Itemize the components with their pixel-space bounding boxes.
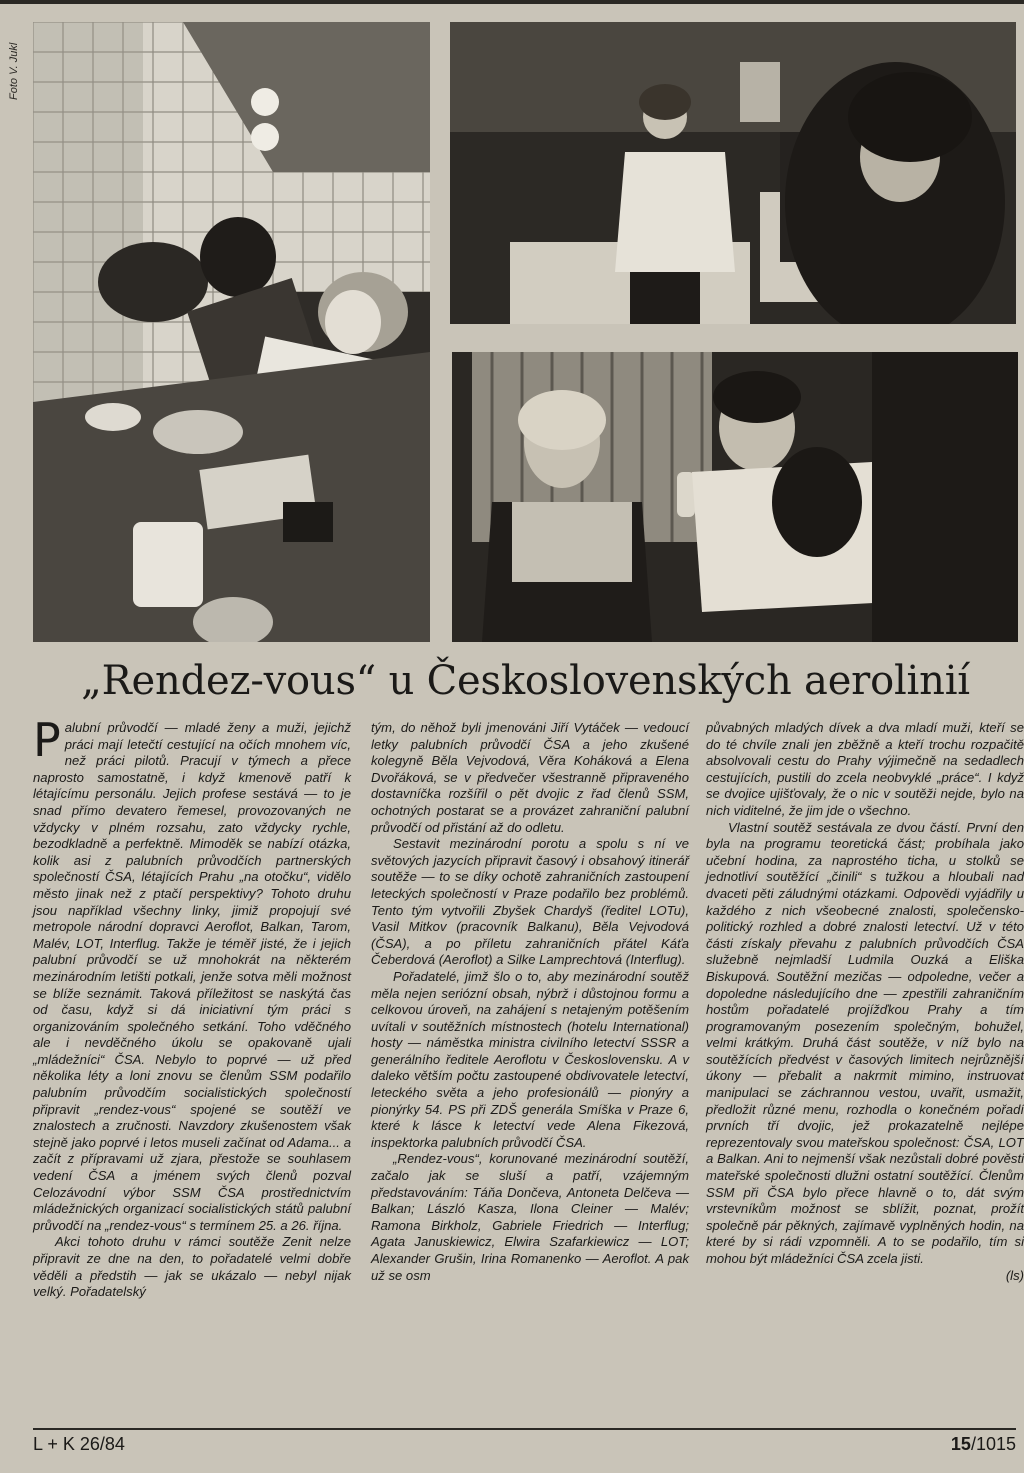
article-column-2: [371, 720, 689, 1284]
page-number: 15/1015: [950, 1434, 1016, 1454]
issue-label: L + K 26/84: [33, 1434, 125, 1454]
paragraph: půvabných mladých dívek a dva mladí muži, kteří se do té chvíle znali jen zběžně a kteří trochu rozpačitě absolvovali cestu do Prahy výjimečně na sedadlech cestujících, pustili do zcela neobvyklé „práce“. I když se dvojice ujišťovaly, že o nic v soutěži nejde, bylo na nich viditelné, že jim jde o všechno.: [706, 720, 1024, 818]
paragraph: Pořadatelé, jimž šlo o to, aby mezinárodní soutěž měla nejen seriózní obsah, nýbrž i důstojnou formu a celkovou úroveň, na zahájení s netajeným potěšením uvítali v soutěžních místnostech (hotelu International) hosty — náměstka ministra civilního letectví SSSR a generálního ředitele Aeroflotu v Československu. A v daleko větším počtu zastoupené obdivovatele letectví, leteckého světa a jeho profesionálů — pionýry a pionýrky 54. PS při ZDŠ generála Smíška v Praze 6, které k lásce k letectví vede Alena Fikezová, inspektorka palubních průvodčí ČSA.: [371, 968, 689, 1150]
paragraph: Akci tohoto druhu v rámci soutěže Zenit nelze připravit ze dne na den, to pořadatelé velmi dobře věděli a předstih — jak se ukázalo — nebyl nijak velký. Pořadatelský: [33, 1234, 351, 1300]
photo-life-vest: [450, 22, 1016, 324]
paragraph: Palubní průvodčí — mladé ženy a muži, jejichž práci mají letečtí cestující na očích mnohem víc, než práci pilotů. Pracují v týmech a přece naprosto samostatně, i když kmenově patří k létajícímu personálu. Jejich profese sestává — to je snad přímo devatero řemesel, provozovaných ne vždycky v plném rozsahu, zato vždycky rychle, bezodkladně a perfektně. Mimoděk se nabízí otázka, kolik asi z palubních průvodčích partnerských společností ČSA, létajících Prahu „na otočku“, vidělo město jinak než z ptačí perspektivy? Tohoto druhu jsou například všechny linky, jimiž propojují své metropole národní dopravci Aeroflot, Balkan, Tarom, Malév, LOT, Interflug. Takže je téměř jisté, že i jejich palubní průvodčí se už mnohokrát na některém mezinárodním letišti potkali, jenže sotva měli možnost se blíže seznámit. Taková příležitost se naskýtá čas od času, když si dá iniciativní tým práci s organizováním společného setkání. Toho vděčného ale i nevděčného úkolu se opakovaně ujali „mládežníci“ ČSA. Nebylo to poprvé — už před několika léty a loni znovu se členům SSM podařilo palubním průvodčím socialistických společností připravit „rendez-vous“ spojené se soutěží ve znalostech a zručnosti. Navzdory zkušenostem však stejně jako poprvé i letos museli začínat od Adama... a začít z přípravami už zjara, přestože se souhlasem vedení ČSA a jménem svých členů pozval Celozávodní výbor SSM ČSA prostřednictvím mládežnických organizací socialistických států palubní průvodčí na „rendez-vous“ s termínem 25. a 26. října.: [33, 713, 351, 1233]
photo-baby-feeding: [452, 352, 1018, 642]
paragraph: „Rendez-vous“, korunované mezinárodní soutěží, začalo jak se sluší a patří, vzájemným představováním: Táňa Dončeva, Antoneta Delčeva — Balkan; László Kasza, Ilona Cleiner — Malév; Ramona Birkholz, Gabriele Friedrich — Interflug; Agata Januskiewicz, Elwira Szafarkiewicz — LOT; Alexander Grušin, Irina Romanenko — Aeroflot. A pak už se osm: [371, 1151, 689, 1283]
article-column-1: [33, 713, 351, 1301]
author-signature: (ls): [1005, 1267, 1024, 1283]
paragraph: tým, do něhož byli jmenováni Jiří Vytáček — vedoucí letky palubních průvodčí ČSA a jeho zkušené kolegyně Běla Vejvodová, Věra Koháková a Elena Dvořáková, se v předvečer všestranně připraveného dostavníčka rozšířil o pět dvojic z řad členů SSM, ochotných postarat se a provázet zahraniční palubní průvodčí od přistání až do odletu.: [371, 720, 689, 835]
photo-credit: Foto V. Jukl: [8, 42, 20, 100]
article-headline: „Rendez-vous“ u Československých aerolinií: [81, 658, 970, 704]
article-column-3: [706, 720, 1024, 1284]
drop-cap: P: [33, 713, 61, 767]
paragraph: Vlastní soutěž sestávala ze dvou částí. První den byla na programu teoretická část; probíhala jako učební hodina, za naprostého ticha, u stolků se jednotliví soutěžící „činili“ s tužkou a hloubali nad dvaceti pěti záludnými otázkami. Odpovědi vyjádřily u každého z nich všeobecné znalosti, společensko-politický rozhled a dobré znalosti letectví. Už v této části získaly převahu z palubních průvodčích ČSA služebně nejmladší Ludmila Ouzká a Eliška Biskupová. Soutěžní mezičas — odpoledne, večer a dopoledne následujícího dne — zpestřili zahraničním hostům pořadatelé projížďkou Prahy a tím programovaným posezením společným, bohužel, velmi krátkým. Druhá část soutěže, v níž bylo na soutěžících předvést v časových limitech nejrůznější úkony — přebalit a nakrmit mimino, instruovat manipulaci se záchrannou vestou, uvařit, usmažit, předložit různé menu, rozhodla o konečném pořadí prvních tří dvojic, jež prokazatelně nejlépe reprezentovaly svou mateřskou společnost: ČSA, LOT a Balkan. Ani to nejmenší však nezůstali dobré pověsti mateřské společnosti dlužni ostatní soutěžící. Členům SSM při ČSA bylo přece hlavně o to, dát svým vrstevníkům možnost se sblížit, poznat, prožít společně pár pěkných, zajímavě vyplněných hodin, na které by si rádi vzpomněli. A to se podařilo, tím si mohou být mládežníci ČSA zcela jisti.: [706, 819, 1024, 1266]
top-rule: [0, 0, 1024, 4]
footer-rule: [33, 1428, 1016, 1430]
photo-kitchen: [33, 22, 430, 642]
paragraph: Sestavit mezinárodní porotu a spolu s ní ve světových jazycích připravit časový i obsahový itinerář soutěže — to se díky ochotě zahraničních zastoupení leteckých společností v Praze podařilo bez problémů. Tento tým vytvořili Zbyšek Chardyš (ředitel LOTu), Vasil Mitkov (pracovník Balkanu), Běla Vejvodová (ČSA), a po příletu zahraničních přátel Káťa Čeberdová (Aeroflot) a Silke Lamprechtová (Interflug).: [371, 836, 689, 968]
